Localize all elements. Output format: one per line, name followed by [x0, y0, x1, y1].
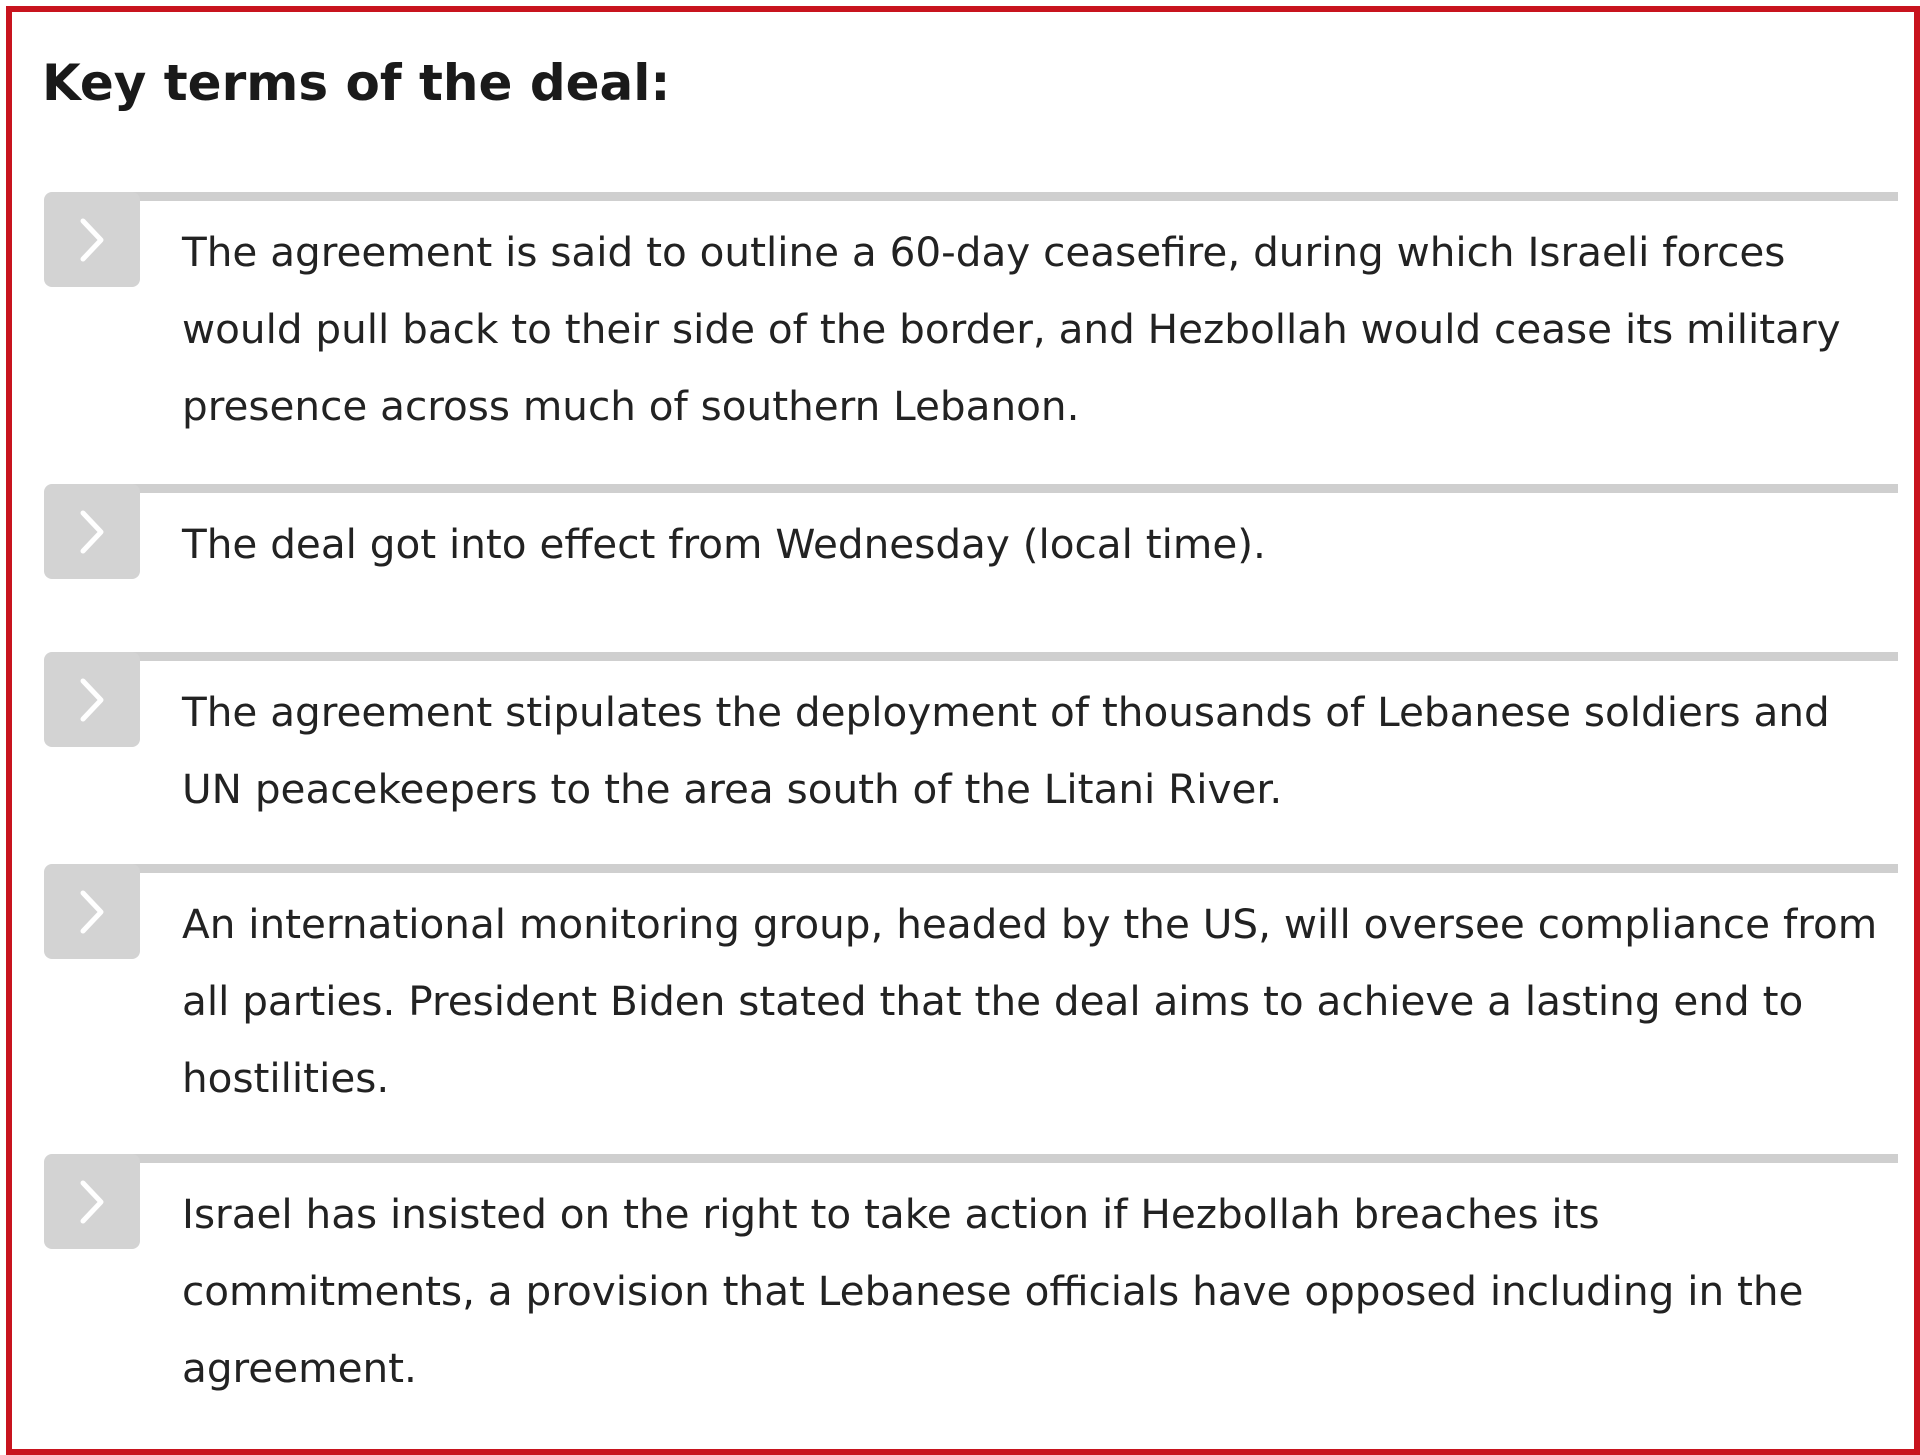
chevron-right-icon: [77, 509, 107, 555]
item-divider: [132, 1154, 1898, 1163]
bullet-tab: [44, 652, 140, 747]
bullet-tab: [44, 864, 140, 959]
item-divider: [132, 864, 1898, 873]
chevron-right-icon: [77, 1179, 107, 1225]
chevron-right-icon: [77, 889, 107, 935]
item-text: The agreement is said to outline a 60-day ceasefire, during which Israeli forces would pull back to their side of the border, and Hezbollah would cease its military presence across much of southern Lebanon.: [182, 228, 1841, 430]
item-text: The agreement stipulates the deployment of thousands of Lebanese soldiers and UN peacekeepers to the area south of the Litani River.: [182, 688, 1830, 813]
chevron-right-icon: [77, 677, 107, 723]
item-divider: [132, 652, 1898, 661]
item-divider: [132, 192, 1898, 201]
item-text: Israel has insisted on the right to take action if Hezbollah breaches its commitments, a provision that Lebanese officials have opposed including in the agreement.: [182, 1190, 1804, 1392]
item-text: The deal got into effect from Wednesday (local time).: [182, 520, 1266, 568]
chevron-right-icon: [77, 217, 107, 263]
key-terms-box: [6, 6, 1920, 1455]
bullet-tab: [44, 1154, 140, 1249]
item-text: An international monitoring group, headed by the US, will oversee compliance from all parties. President Biden stated that the deal aims to achieve a lasting end to hostilities.: [182, 900, 1878, 1102]
key-terms-heading: Key terms of the deal:: [42, 54, 671, 112]
bullet-tab: [44, 484, 140, 579]
bullet-tab: [44, 192, 140, 287]
item-divider: [132, 484, 1898, 493]
